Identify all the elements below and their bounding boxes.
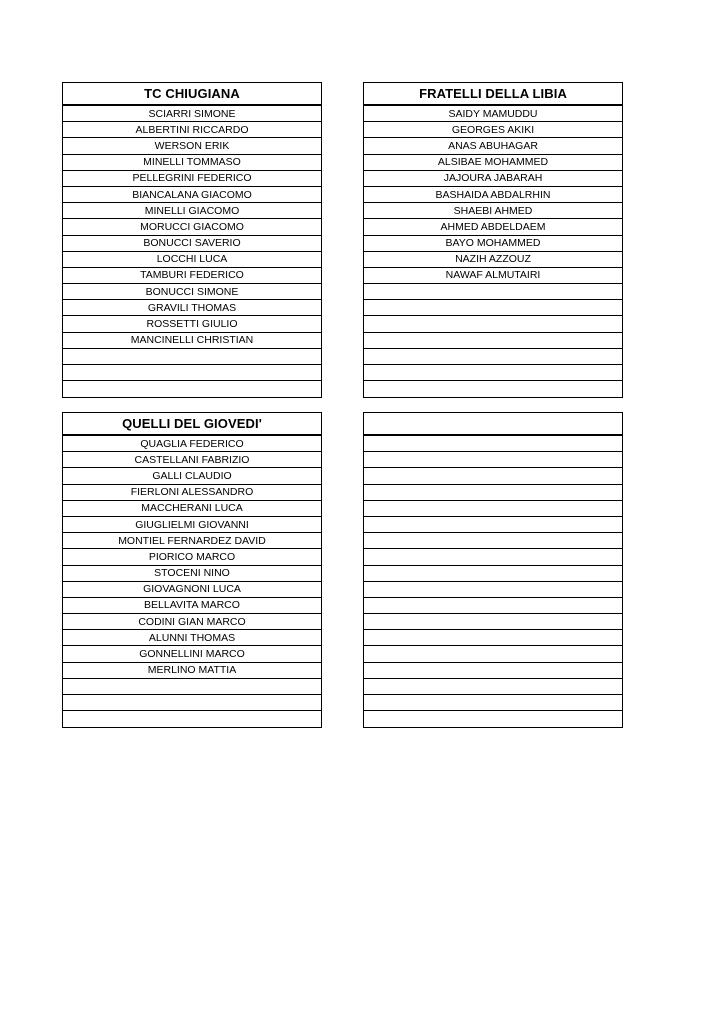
player-row: GONNELLINI MARCO xyxy=(63,646,321,662)
player-row: ROSSETTI GIULIO xyxy=(63,316,321,332)
player-row: MONTIEL FERNARDEZ DAVID xyxy=(63,533,321,549)
player-row xyxy=(364,468,622,484)
player-row: NAZIH AZZOUZ xyxy=(364,252,622,268)
team-name: QUELLI DEL GIOVEDI' xyxy=(63,413,321,436)
player-row: BAYO MOHAMMED xyxy=(364,236,622,252)
player-row: AHMED ABDELDAEM xyxy=(364,219,622,235)
team-name: FRATELLI DELLA LIBIA xyxy=(364,83,622,106)
player-row: CODINI GIAN MARCO xyxy=(63,614,321,630)
player-row xyxy=(364,381,622,397)
player-row: SHAEBI AHMED xyxy=(364,203,622,219)
player-row xyxy=(364,349,622,365)
player-row xyxy=(364,485,622,501)
player-row: WERSON ERIK xyxy=(63,138,321,154)
player-row: TAMBURI FEDERICO xyxy=(63,268,321,284)
player-row: PELLEGRINI FEDERICO xyxy=(63,171,321,187)
team-roster-empty xyxy=(363,412,623,728)
player-row xyxy=(364,582,622,598)
player-row xyxy=(364,533,622,549)
player-row xyxy=(364,679,622,695)
player-row xyxy=(364,695,622,711)
player-row: MINELLI GIACOMO xyxy=(63,203,321,219)
team-roster-quelli-del-giovedi xyxy=(62,412,322,728)
player-row xyxy=(364,663,622,679)
player-row xyxy=(364,549,622,565)
player-row: LOCCHI LUCA xyxy=(63,252,321,268)
player-row xyxy=(63,711,321,727)
player-row xyxy=(364,646,622,662)
player-row: MERLINO MATTIA xyxy=(63,663,321,679)
player-row xyxy=(63,349,321,365)
player-row xyxy=(364,711,622,727)
player-row xyxy=(364,517,622,533)
player-row: SAIDY MAMUDDU xyxy=(364,106,622,122)
player-row: QUAGLIA FEDERICO xyxy=(63,436,321,452)
player-row: MORUCCI GIACOMO xyxy=(63,219,321,235)
player-row: BIANCALANA GIACOMO xyxy=(63,187,321,203)
player-row xyxy=(63,381,321,397)
player-row: PIORICO MARCO xyxy=(63,549,321,565)
player-row xyxy=(364,452,622,468)
player-row xyxy=(63,365,321,381)
player-row: FIERLONI ALESSANDRO xyxy=(63,485,321,501)
player-row xyxy=(364,501,622,517)
player-row xyxy=(63,695,321,711)
team-roster-fratelli-della-libia xyxy=(363,82,623,398)
player-row: BONUCCI SAVERIO xyxy=(63,236,321,252)
player-row xyxy=(364,333,622,349)
player-row: CASTELLANI FABRIZIO xyxy=(63,452,321,468)
player-row: GIUGLIELMI GIOVANNI xyxy=(63,517,321,533)
player-row: ALBERTINI RICCARDO xyxy=(63,122,321,138)
player-row xyxy=(364,300,622,316)
player-row: MINELLI TOMMASO xyxy=(63,155,321,171)
team-name xyxy=(364,413,622,436)
player-row: NAWAF ALMUTAIRI xyxy=(364,268,622,284)
player-row: SCIARRI SIMONE xyxy=(63,106,321,122)
player-row: BONUCCI SIMONE xyxy=(63,284,321,300)
player-row xyxy=(364,284,622,300)
player-row: ALSIBAE MOHAMMED xyxy=(364,155,622,171)
player-row: ANAS ABUHAGAR xyxy=(364,138,622,154)
player-row: JAJOURA JABARAH xyxy=(364,171,622,187)
player-row: GALLI CLAUDIO xyxy=(63,468,321,484)
player-row xyxy=(63,679,321,695)
player-row: GEORGES AKIKI xyxy=(364,122,622,138)
player-row: GIOVAGNONI LUCA xyxy=(63,582,321,598)
team-name: TC CHIUGIANA xyxy=(63,83,321,106)
player-row xyxy=(364,365,622,381)
player-row xyxy=(364,316,622,332)
player-row xyxy=(364,436,622,452)
player-row: MACCHERANI LUCA xyxy=(63,501,321,517)
team-roster-tc-chiugiana xyxy=(62,82,322,398)
player-row: STOCENI NINO xyxy=(63,566,321,582)
player-row xyxy=(364,630,622,646)
player-row xyxy=(364,614,622,630)
player-row: BELLAVITA MARCO xyxy=(63,598,321,614)
player-row: GRAVILI THOMAS xyxy=(63,300,321,316)
player-row: BASHAIDA ABDALRHIN xyxy=(364,187,622,203)
player-row: ALUNNI THOMAS xyxy=(63,630,321,646)
player-row xyxy=(364,566,622,582)
player-row: MANCINELLI CHRISTIAN xyxy=(63,333,321,349)
player-row xyxy=(364,598,622,614)
